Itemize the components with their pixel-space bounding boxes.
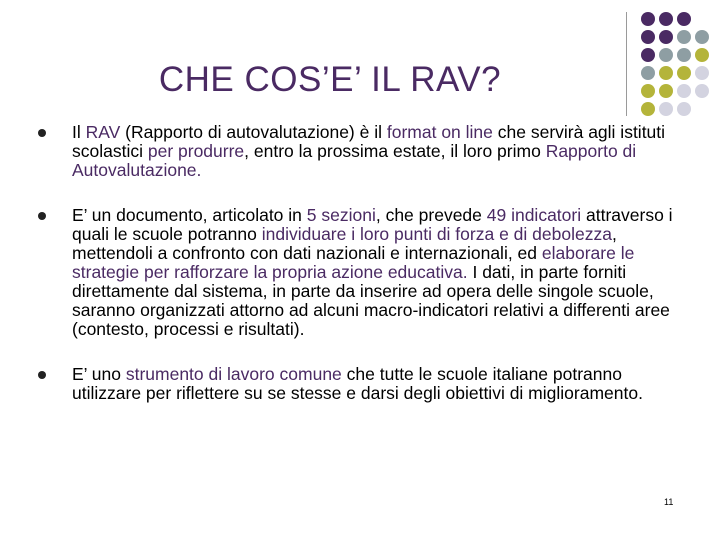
bullet-item bbox=[38, 206, 688, 339]
text-run: , mettendoli a confronto con dati nazionali e internazionali, ed bbox=[72, 224, 617, 263]
decorative-dot bbox=[641, 84, 655, 98]
bullet-dot-icon bbox=[38, 212, 46, 220]
decorative-dot bbox=[677, 48, 691, 62]
decorative-dot bbox=[641, 48, 655, 62]
decorative-dot bbox=[677, 84, 691, 98]
decorative-dot bbox=[677, 66, 691, 80]
text-run: Il bbox=[72, 122, 86, 142]
decorative-dot bbox=[659, 84, 673, 98]
bullet-list bbox=[38, 123, 688, 429]
decorative-dot bbox=[641, 102, 655, 116]
decorative-dot bbox=[659, 48, 673, 62]
highlighted-text: elaborare le strategie per rafforzare la propria azione educativa. bbox=[72, 243, 635, 282]
bullet-text bbox=[72, 206, 688, 339]
decorative-dot bbox=[677, 12, 691, 26]
decorative-dot bbox=[677, 30, 691, 44]
decorative-dot bbox=[641, 30, 655, 44]
highlighted-text: 49 indicatori bbox=[486, 205, 582, 225]
slide-title: CHE COS’E’ IL RAV? bbox=[158, 60, 502, 99]
highlighted-text: RAV bbox=[85, 122, 121, 142]
highlighted-text: Rapporto di Autovalutazione. bbox=[72, 141, 637, 180]
decorative-dot bbox=[659, 12, 673, 26]
text-run: , che prevede bbox=[375, 205, 487, 225]
decorative-dot bbox=[695, 48, 709, 62]
highlighted-text: format on line bbox=[386, 122, 493, 142]
bullet-text bbox=[72, 365, 688, 403]
decorative-dot bbox=[695, 84, 709, 98]
bullet-item bbox=[38, 365, 688, 403]
text-run: che servirà agli istituti scolastici bbox=[72, 122, 666, 161]
decorative-divider bbox=[626, 12, 627, 116]
bullet-dot-icon bbox=[38, 129, 46, 137]
decorative-dot bbox=[641, 66, 655, 80]
text-run: I dati, in parte forniti direttamente dal sistema, in parte da inserire ad opera delle singole scuole, saranno organizzati attorno ad alcuni macro-indicatori relativi a differenti aree (contesto, processi e risultati). bbox=[72, 262, 670, 339]
decorative-dot bbox=[659, 30, 673, 44]
text-run: (Rapporto di autovalutazione) è il bbox=[120, 122, 387, 142]
decorative-dot bbox=[659, 102, 673, 116]
bullet-item bbox=[38, 123, 688, 180]
text-run: che tutte le scuole italiane potranno utilizzare per riflettere su se stesse e darsi degli obiettivi di miglioramento. bbox=[72, 364, 643, 403]
bullet-dot-icon bbox=[38, 371, 46, 379]
text-run: E’ un documento, articolato in bbox=[72, 205, 307, 225]
highlighted-text: 5 sezioni bbox=[306, 205, 376, 225]
decorative-dot bbox=[695, 66, 709, 80]
highlighted-text: per produrre bbox=[147, 141, 245, 161]
bullet-text bbox=[72, 123, 688, 180]
page-number: 11 bbox=[664, 497, 674, 507]
decorative-dot bbox=[659, 66, 673, 80]
text-run: , entro la prossima estate, il loro primo bbox=[244, 141, 546, 161]
decorative-dot bbox=[695, 30, 709, 44]
highlighted-text: individuare i loro punti di forza e di debolezza bbox=[261, 224, 612, 244]
text-run: attraverso i quali le scuole potranno bbox=[72, 205, 673, 244]
text-run: E’ uno bbox=[72, 364, 126, 384]
highlighted-text: strumento di lavoro comune bbox=[125, 364, 342, 384]
decorative-dot bbox=[677, 102, 691, 116]
decorative-dot bbox=[641, 12, 655, 26]
